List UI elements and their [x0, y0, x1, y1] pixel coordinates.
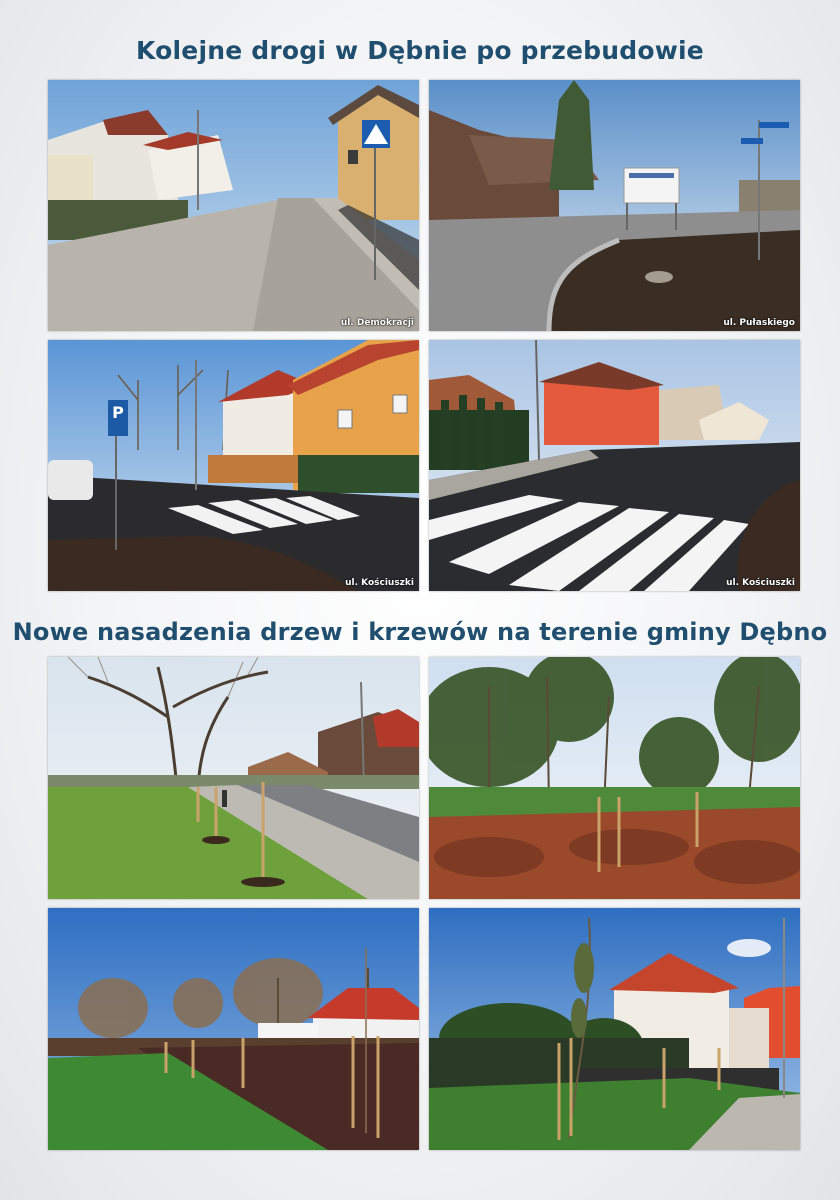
photo-kosciuszki-street-1 — [48, 340, 419, 591]
section-heading-roads: Kolejne drogi w Dębnie po przebudowie — [136, 36, 704, 65]
section-heading-plantings: Nowe nasadzenia drzew i krzewów na terenie gminy Dębno — [12, 618, 828, 646]
photo-tree-planting-hedge — [48, 908, 419, 1150]
photo-pulaskiego-street — [429, 80, 800, 331]
photo-demokracji-street — [48, 80, 419, 331]
photo-tree-planting-roadside — [48, 657, 419, 899]
photo-caption: ul. Kościuszki — [726, 578, 795, 588]
photo-caption: ul. Kościuszki — [345, 578, 414, 588]
parking-sign-text: P — [112, 403, 124, 422]
photo-tree-planting-park — [429, 657, 800, 899]
photo-tree-planting-sidewalk — [429, 908, 800, 1150]
photo-caption: ul. Pułaskiego — [723, 318, 795, 328]
photo-caption: ul. Demokracji — [340, 318, 414, 328]
photo-kosciuszki-street-2 — [429, 340, 800, 591]
